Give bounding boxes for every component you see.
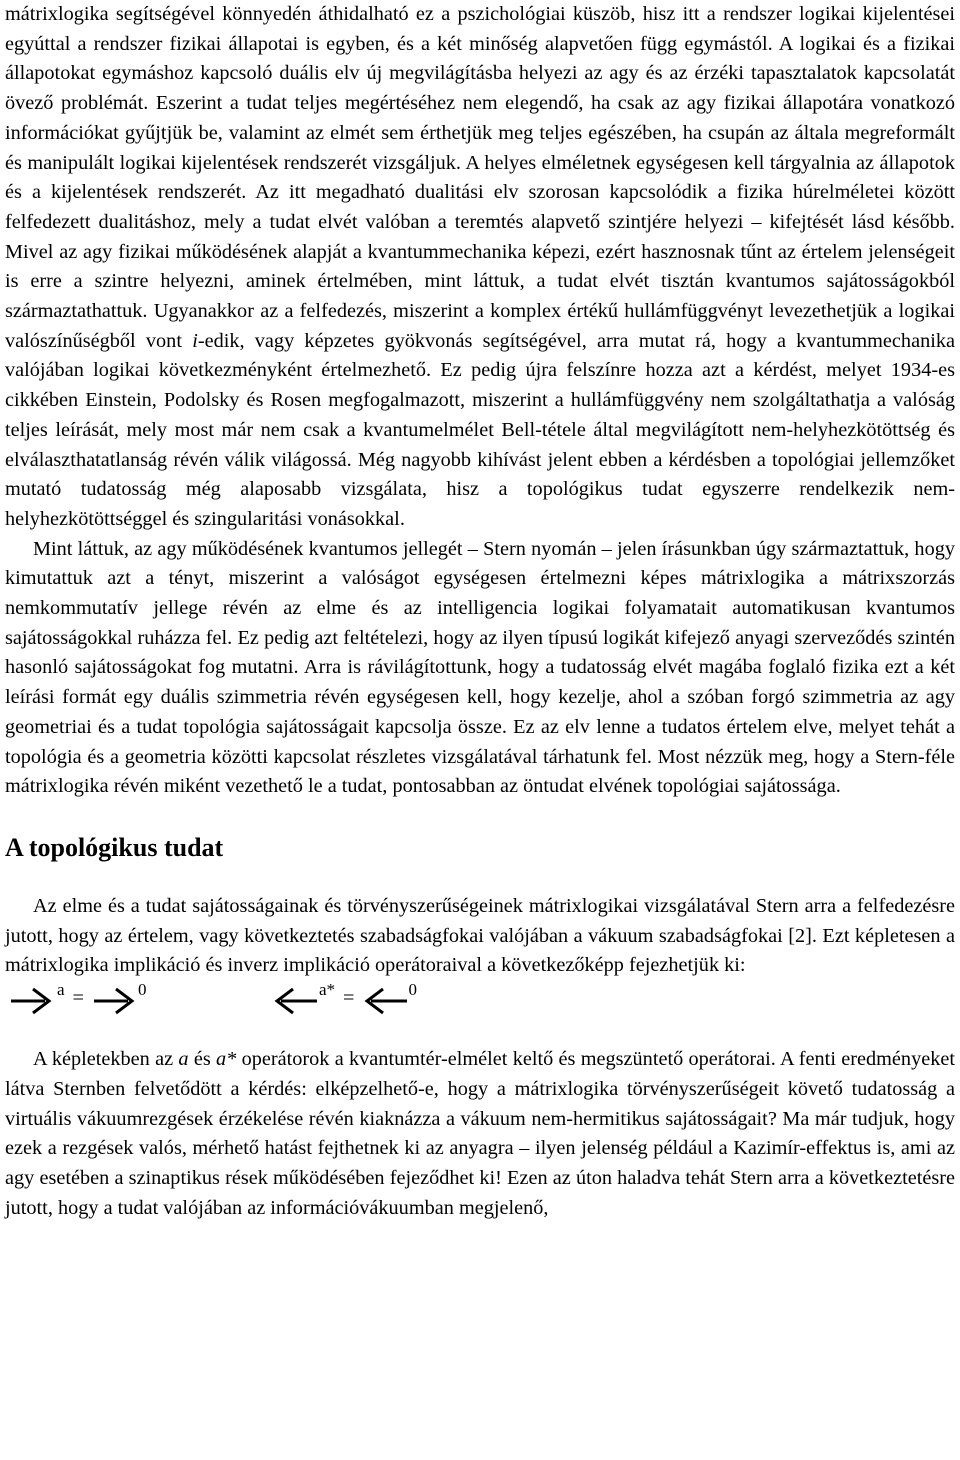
- paragraph-2: Mint láttuk, az agy működésének kvantumos jellegét – Stern nyomán – jelen írásunkban úgy származtattuk, hogy kimutattuk azt a tényt, miszerint a valóságot egységesen értelmezni képes mátrixlogika a mátrixszorzás nemkommutatív jellege révén az elme és az intelligencia logikai folyamatait automatikusan kvantumos sajátosságokkal ruházza fel. Ez pedig azt feltételezi, hogy az ilyen típusú logikát kifejező anyagi szerveződés szintén hasonló sajátosságokat fog mutatni. Arra is rávilágítottunk, hogy a tudatosság elvét magába foglaló fizika ezt a két leírási formát egy duális szimmetria révén egységesen kell, hogy kezelje, ahol a szóban forgó szimmetria az agy geometriai és a tudat topológia sajátosságait kapcsolja össze. Ez az elv lenne a tudatos értelem elve, melyet tehát a topológia és a geometria közötti kapcsolat részletes vizsgálatával tárhatunk fel. Most nézzük meg, hogy a Stern-féle mátrixlogika révén miként vezethető le a tudat, pontosabban az öntudat elvének topológiai sajátossága.: [5, 537, 955, 798]
- paragraph-1-text: mátrixlogika segítségével könnyedén áthidalható ez a pszichológiai küszöb, hisz itt a rendszer logikai kijelentései egyúttal a rendszer fizikai állapotai is egyben, és a két minőség alapvetően függ egymástól. A logikai és a fizikai állapotokat egymáshoz kapcsoló duális elv új megvilágításba helyezi az agy és az érzéki tapasztalatok kapcsolatát övező problémát. Eszerint a tudat teljes megértéséhez nem elegendő, ha csak az agy fizikai állapotára vonatkozó információkat gyűjtjük be, valamint az elmét sem érthetjük meg teljes egészében, ha csupán az általa megreformált és manipulált logikai kijelentések rendszerét vizsgáljuk. A helyes elméletnek egységesen kell tárgyalnia az állapotok és a kijelentések rendszerét. Az itt megadható dualitási elv szorosan kapcsolódik a fizika húrelméletei között felfedezett dualitáshoz, mely a tudat elvét valóban a teremtés alapvető szintjére helyezi – kifejtését lásd később. Mivel az agy fizikai működésének alapját a kvantummechanika képezi, ezért hasznosnak tűnt az értelem jelenségeit is erre a szintre helyezni, aminek értelmében, mint láttuk, a tudat elvét tisztán kvantumos sajátosságokból származtathattuk. Ugyanakkor az a felfedezés, miszerint a komplex értékű hullámfüggvényt levezethetjük a logikai valószínűségből vont: [5, 3, 955, 352]
- inverse-equals: =: [343, 987, 355, 1010]
- left-arrow-icon: [363, 981, 409, 1015]
- implication-equals: =: [72, 987, 84, 1010]
- paragraph-4-b: és: [188, 1048, 217, 1071]
- implication-left-sup: a: [57, 980, 65, 1000]
- right-arrow-icon: [92, 981, 138, 1015]
- italic-a: a: [178, 1048, 189, 1071]
- section-heading: A topológikus tudat: [5, 832, 224, 862]
- inverse-right-sup: 0: [408, 980, 417, 1000]
- paragraph-4-a: A képletekben az: [33, 1048, 179, 1071]
- paragraph-1-rest: -edik, vagy képzetes gyökvonás segítségével, arra mutat rá, hogy a kvantummechanika valójában logikai következményként értelmezhető. Ez pedig újra felszínre hozza azt a kérdést, melyet 1934-es cikkében Einstein, Podolsky és Rosen megfogalmazott, miszerint a hullámfüggvény nem szolgáltathatja a valóság teljes leírását, mely most már nem csak a kvantumelmélet Bell-tétele által megvilágított nem-helyhezkötöttség és elválaszthatatlanság révén válik világossá. Még nagyobb kihívást jelent ebben a kérdésben a topológiai jellemzőket mutató tudatosság még alaposabb vizsgálata, hisz a topológikus tudat egyszerre rendelkezik nem-helyhezkötöttséggel és szingularitási vonásokkal.: [5, 329, 955, 530]
- inverse-left-sup: a*: [319, 980, 336, 1000]
- document-page: [5, 0, 955, 1223]
- right-arrow-icon: [5, 981, 57, 1015]
- italic-i: i: [192, 329, 198, 352]
- inverse-implication-formula: [273, 981, 417, 1015]
- paragraph-1: [5, 0, 955, 535]
- paragraph-3: Az elme és a tudat sajátosságainak és törvényszerűségeinek mátrixlogikai vizsgálatával Stern arra a felfedezésre jutott, hogy az értelem, vagy következtetés szabadságfokai valójában a vákuum szabadságfokai [2]. Ezt képletesen a mátrixlogika implikáció és inverz implikáció operátoraival a következőképp fejezhetjük ki:: [5, 894, 955, 977]
- italic-a-star: a*: [216, 1048, 237, 1071]
- paragraph-4-c: operátorok a kvantumtér-elmélet keltő és megszüntető operátorai. A fenti eredményeket látva Sternben felvetődött a kérdés: elképzelhető-e, hogy a mátrixlogika törvényszerűségeit követő tudatosság a virtuális vákuumrezgések érzékelése révén kiaknázza a vákuum nem-hermitikus sajátosságait? Ma már tudjuk, hogy ezek a rezgések valós, mérhető hatást fejthetnek ki az anyagra – ilyen jelenség például a Kazimír-effektus is, ami az agy esetében a szinaptikus rések működésében fejeződhet ki! Ezen az úton haladva tehát Stern arra a következtetésre jutott, hogy a tudat valójában az információvákuumban megjelenő,: [5, 1048, 955, 1219]
- formula-row: [5, 981, 955, 1025]
- implication-right-sup: 0: [138, 980, 147, 1000]
- paragraph-4: [5, 1045, 955, 1223]
- left-arrow-icon: [273, 981, 319, 1015]
- implication-formula: [5, 981, 147, 1015]
